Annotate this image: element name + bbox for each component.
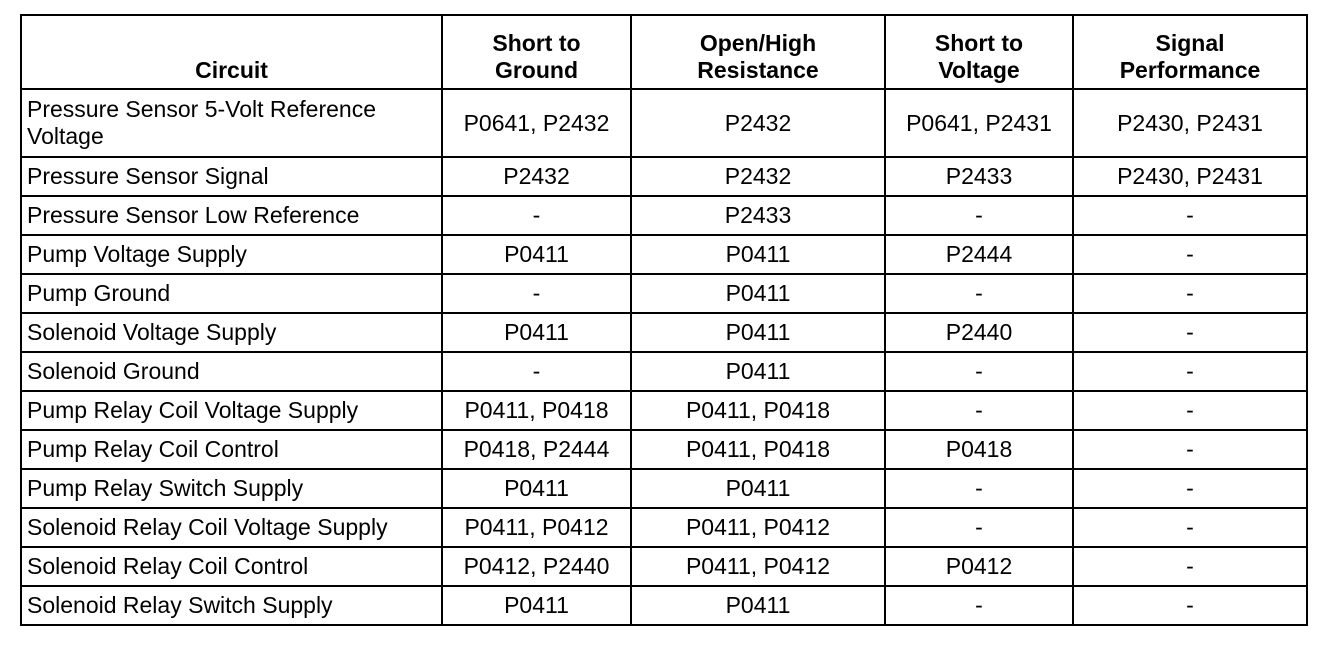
open-high-cell: P0411, P0418 [631,391,885,430]
short-to-voltage-cell: - [885,352,1073,391]
short-to-voltage-cell: P0641, P2431 [885,89,1073,157]
short-to-ground-cell: P0412, P2440 [442,547,631,586]
open-high-cell: P0411, P0412 [631,547,885,586]
short-to-ground-cell: - [442,352,631,391]
short-to-ground-cell: P0411, P0412 [442,508,631,547]
table-row [21,469,1307,508]
short-to-voltage-cell: P0418 [885,430,1073,469]
signal-performance-cell: - [1073,469,1307,508]
table-row [21,235,1307,274]
open-high-cell: P0411 [631,352,885,391]
open-high-cell: P0411, P0412 [631,508,885,547]
circuit-cell: Pump Voltage Supply [21,235,442,274]
signal-performance-cell: - [1073,391,1307,430]
header-short-to-voltage-line1: Short to [934,30,1024,56]
short-to-ground-cell: P0418, P2444 [442,430,631,469]
circuit-cell [21,89,442,157]
short-to-voltage-cell: - [885,391,1073,430]
table-row [21,352,1307,391]
circuit-cell: Solenoid Relay Coil Control [21,547,442,586]
header-open-high-line1: Open/High [699,30,817,56]
short-to-voltage-cell: P2440 [885,313,1073,352]
open-high-cell: P2432 [631,157,885,196]
open-high-cell: P0411, P0418 [631,430,885,469]
header-short-to-voltage [885,15,1073,89]
circuit-cell: Solenoid Ground [21,352,442,391]
circuit-cell: Pressure Sensor Low Reference [21,196,442,235]
short-to-voltage-cell: - [885,274,1073,313]
circuit-cell: Solenoid Voltage Supply [21,313,442,352]
circuit-cell: Pressure Sensor Signal [21,157,442,196]
short-to-ground-cell: P0641, P2432 [442,89,631,157]
signal-performance-cell: - [1073,430,1307,469]
header-row [21,15,1307,89]
table-row [21,196,1307,235]
table-row [21,89,1307,157]
header-short-to-ground-line1: Short to [492,30,581,56]
open-high-cell: P0411 [631,313,885,352]
header-short-to-ground [442,15,631,89]
open-high-cell: P0411 [631,235,885,274]
short-to-voltage-cell: - [885,586,1073,625]
signal-performance-cell: P2430, P2431 [1073,157,1307,196]
short-to-ground-cell: - [442,274,631,313]
short-to-ground-cell: - [442,196,631,235]
signal-performance-cell: - [1073,547,1307,586]
open-high-cell: P0411 [631,274,885,313]
header-circuit-label: Circuit [195,57,268,83]
short-to-ground-cell: P0411 [442,313,631,352]
short-to-ground-cell: P0411 [442,586,631,625]
header-signal-performance-line2: Performance [1119,57,1261,83]
short-to-voltage-cell: - [885,196,1073,235]
header-signal-performance-line1: Signal [1155,30,1225,56]
open-high-cell: P0411 [631,586,885,625]
header-short-to-ground-line2: Ground [494,57,579,83]
header-open-high-line2: Resistance [697,57,819,83]
table-row [21,547,1307,586]
short-to-voltage-cell: P0412 [885,547,1073,586]
table-row [21,391,1307,430]
header-signal-performance [1073,15,1307,89]
circuit-cell: Pump Relay Coil Voltage Supply [21,391,442,430]
signal-performance-cell: - [1073,352,1307,391]
open-high-cell: P2432 [631,89,885,157]
signal-performance-cell: - [1073,274,1307,313]
signal-performance-cell: - [1073,313,1307,352]
circuit-dtc-table [20,14,1308,626]
short-to-voltage-cell: - [885,508,1073,547]
short-to-ground-cell: P2432 [442,157,631,196]
circuit-name-line2: Voltage [27,123,104,149]
circuit-cell: Solenoid Relay Coil Voltage Supply [21,508,442,547]
signal-performance-cell: - [1073,586,1307,625]
circuit-name-line1: Pressure Sensor 5-Volt Reference [27,96,377,122]
table-row [21,157,1307,196]
table-row [21,430,1307,469]
table-row [21,274,1307,313]
open-high-cell: P2433 [631,196,885,235]
circuit-cell: Pump Relay Coil Control [21,430,442,469]
short-to-ground-cell: P0411 [442,235,631,274]
short-to-voltage-cell: - [885,469,1073,508]
table-row [21,313,1307,352]
short-to-voltage-cell: P2444 [885,235,1073,274]
circuit-cell: Solenoid Relay Switch Supply [21,586,442,625]
signal-performance-cell: - [1073,508,1307,547]
short-to-voltage-cell: P2433 [885,157,1073,196]
short-to-ground-cell: P0411, P0418 [442,391,631,430]
table-row [21,586,1307,625]
open-high-cell: P0411 [631,469,885,508]
table-row [21,508,1307,547]
short-to-ground-cell: P0411 [442,469,631,508]
signal-performance-cell: P2430, P2431 [1073,89,1307,157]
signal-performance-cell: - [1073,235,1307,274]
circuit-cell: Pump Ground [21,274,442,313]
signal-performance-cell: - [1073,196,1307,235]
header-open-high-resistance [631,15,885,89]
header-circuit [21,15,442,89]
circuit-cell: Pump Relay Switch Supply [21,469,442,508]
header-short-to-voltage-line2: Voltage [938,57,1020,83]
